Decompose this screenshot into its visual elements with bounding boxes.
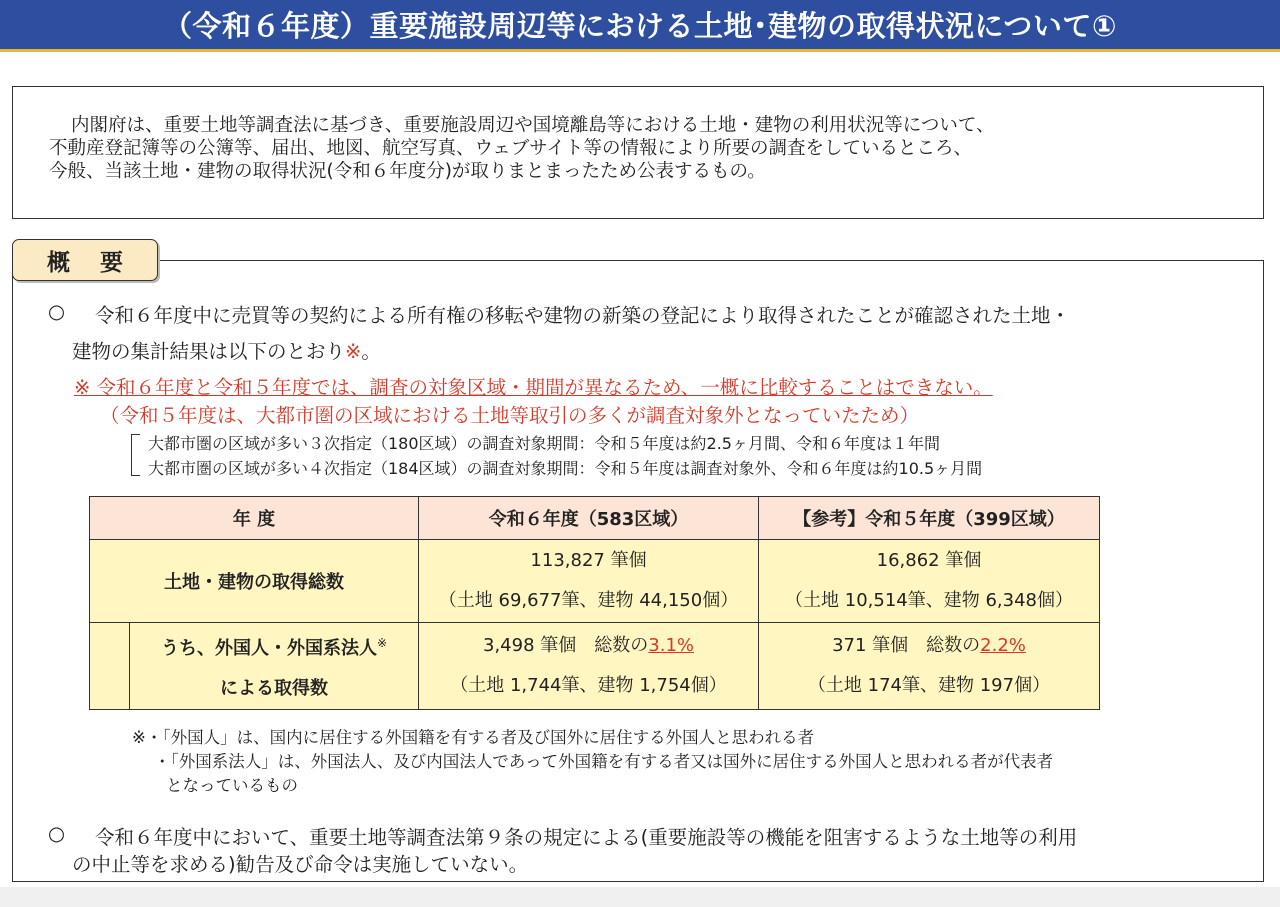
bullet-mark-1: ○ bbox=[48, 300, 66, 323]
row-foreign-label bbox=[130, 623, 419, 710]
foreign-r5-breakdown: （土地 174筆、建物 197個） bbox=[807, 675, 1051, 696]
total-r6-main: 113,827 筆個 bbox=[530, 550, 647, 571]
header-r5: 【参考】令和５年度（399区域） bbox=[759, 497, 1100, 540]
row-total-r6 bbox=[419, 540, 759, 623]
intro-line-1: 内閣府は、重要土地等調査法に基づき、重要施設周辺や国境離島等における土地・建物の利用状況等について、 bbox=[71, 115, 995, 136]
page-title: （令和６年度）重要施設周辺等における土地･建物の取得状況について① bbox=[0, 0, 1280, 52]
period-4th-designation: 大都市圏の区域が多い４次指定（184区域）の調査対象期間：令和５年度は調査対象外、令和６年度は約10.5ヶ月間 bbox=[148, 459, 983, 478]
note-foreign-corp-cont: となっているもの bbox=[166, 776, 298, 795]
header-year: 年 度 bbox=[90, 497, 419, 540]
period-3rd-designation: 大都市圏の区域が多い３次指定（180区域）の調査対象期間：令和５年度は約2.5ヶ月間、令和６年度は１年間 bbox=[148, 434, 940, 453]
bullet2-line1: 令和６年度中において、重要土地等調査法第９条の規定による(重要施設等の機能を阻害するような土地等の利用 bbox=[95, 826, 1078, 849]
note-foreign-corp: ・「外国系法人」は、外国法人、及び内国法人であって外国籍を有する者又は国外に居住する外国人と思われる者が代表者 bbox=[154, 752, 1054, 771]
row-foreign-r5 bbox=[759, 623, 1100, 710]
bullet1-line2-end: 。 bbox=[361, 340, 381, 363]
comparison-warning: ※ 令和６年度と令和５年度では、調査の対象区域・期間が異なるため、一概に比較することはできない。 bbox=[74, 376, 993, 399]
total-r5-breakdown: （土地 10,514筆、建物 6,348個） bbox=[785, 590, 1073, 611]
foreign-r6-breakdown: （土地 1,744筆、建物 1,754個） bbox=[450, 675, 727, 696]
intro-line-2: 不動産登記簿等の公簿等、届出、地図、航空写真、ウェブサイト等の情報により所要の調査をしているところ、 bbox=[49, 138, 972, 159]
footer-strip bbox=[0, 887, 1280, 907]
period-bracket bbox=[131, 434, 140, 476]
row-total-label: 土地・建物の取得総数 bbox=[90, 540, 419, 623]
bullet-mark-2: ○ bbox=[48, 822, 66, 845]
bullet2-line2: の中止等を求める)勧告及び命令は実施していない。 bbox=[72, 853, 529, 876]
foreign-label-line1: うち、外国人・外国系法人 bbox=[160, 638, 377, 659]
foreign-r5-pct: 2.2% bbox=[980, 635, 1026, 656]
comparison-reason: （令和５年度は、大都市圏の区域における土地等取引の多くが調査対象外となっていたため） bbox=[100, 404, 920, 427]
foreign-r6-main: 3,498 筆個 総数の bbox=[483, 635, 649, 656]
intro-line-3: 今般、当該土地・建物の取得状況(令和６年度分)が取りまとまったため公表するもの。 bbox=[49, 161, 766, 182]
note-foreigner: ※・「外国人」は、国内に居住する外国籍を有する者及び国外に居住する外国人と思われる者 bbox=[132, 728, 815, 747]
bullet1-line2 bbox=[72, 336, 381, 364]
foreign-r6-pct: 3.1% bbox=[648, 635, 694, 656]
total-r6-breakdown: （土地 69,677筆、建物 44,150個） bbox=[438, 590, 739, 611]
intro-box bbox=[12, 86, 1264, 219]
bullet1-line2-text: 建物の集計結果は以下のとおり bbox=[72, 340, 346, 363]
row-foreign-indent bbox=[90, 623, 130, 710]
row-foreign-r6 bbox=[419, 623, 759, 710]
bullet1-line1: 令和６年度中に売買等の契約による所有権の移転や建物の新築の登記により取得されたことが確認された土地・ bbox=[95, 304, 1071, 327]
row-total-r5 bbox=[759, 540, 1100, 623]
foreign-label-line2: による取得数 bbox=[220, 678, 328, 699]
total-r5-main: 16,862 筆個 bbox=[876, 550, 982, 571]
foreign-r5-main: 371 筆個 総数の bbox=[832, 635, 981, 656]
header-r6: 令和６年度（583区域） bbox=[419, 497, 759, 540]
overview-tab: 概要 bbox=[12, 239, 158, 281]
footnote-mark: ※ bbox=[345, 340, 362, 363]
foreign-label-note: ※ bbox=[376, 636, 388, 650]
acquisition-table bbox=[89, 496, 1100, 710]
